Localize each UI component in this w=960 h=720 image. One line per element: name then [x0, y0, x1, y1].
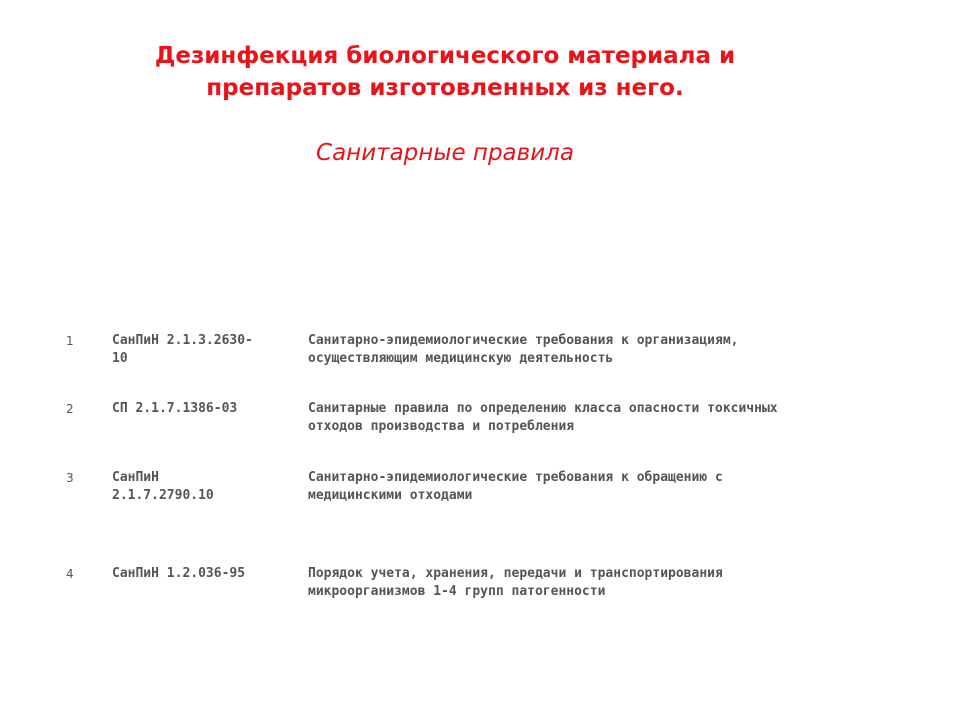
document-description [308, 469, 908, 505]
document-code-line: 10 [112, 351, 128, 366]
document-code-line: СанПиН [112, 470, 159, 485]
document-number: 3 [66, 471, 74, 485]
document-number: 1 [66, 334, 74, 348]
document-code-line: СП 2.1.7.1386-03 [112, 401, 238, 416]
document-description-line: Санитарно-эпидемиологические требования к обращению с [308, 470, 723, 485]
document-description [308, 332, 908, 368]
document-description-line: медицинскими отходами [308, 488, 473, 503]
document-code-line: СанПиН 2.1.3.2630- [112, 333, 253, 348]
page-subtitle: Санитарные правила [316, 140, 574, 166]
document-description-line: Порядок учета, хранения, передачи и транспортирования [308, 566, 723, 581]
document-description [308, 400, 908, 436]
document-description-line: осуществляющим медицинскую деятельность [308, 351, 614, 366]
document-code-line: СанПиН 1.2.036-95 [112, 566, 246, 581]
document-code [112, 469, 292, 505]
document-description-line: отходов производства и потребления [308, 419, 575, 434]
document-code [112, 400, 292, 418]
document-description-line: Санитарные правила по определению класса опасности токсичных [308, 401, 778, 416]
page-title-line-2: препаратов изготовленных из него. [206, 75, 684, 101]
page-title-line-1: Дезинфекция биологического материала и [154, 43, 736, 69]
document-number: 4 [66, 567, 74, 581]
document-code [112, 565, 292, 583]
document-code [112, 332, 292, 368]
document-code-line: 2.1.7.2790.10 [112, 488, 214, 503]
document-description [308, 565, 908, 601]
document-description-line: микроорганизмов 1-4 групп патогенности [308, 584, 606, 599]
document-description-line: Санитарно-эпидемиологические требования к организациям, [308, 333, 739, 348]
document-number: 2 [66, 402, 74, 416]
